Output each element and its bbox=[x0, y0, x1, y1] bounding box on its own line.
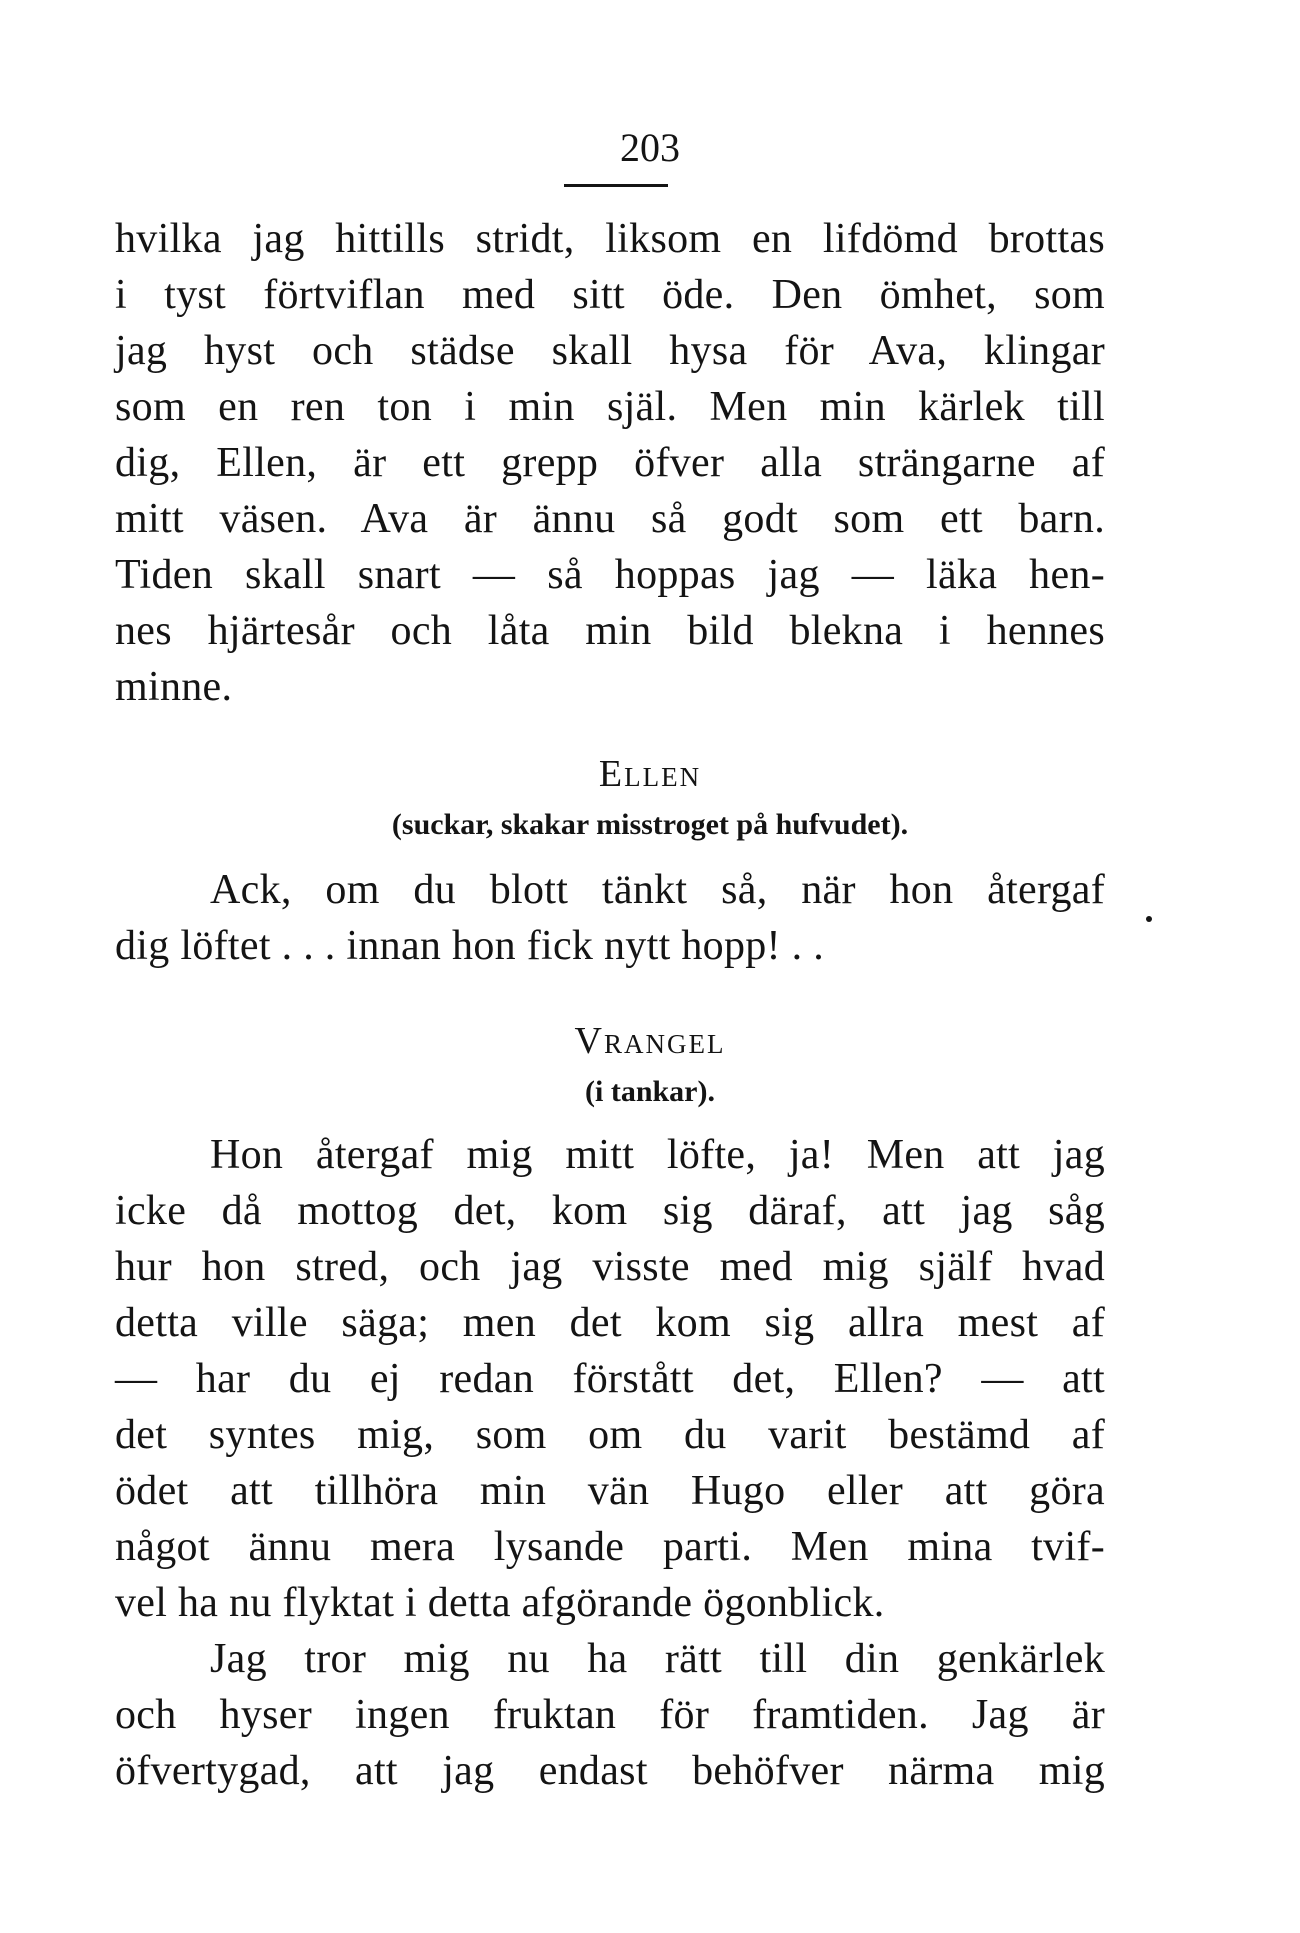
page-number-rule bbox=[564, 184, 668, 187]
text-line: vel ha nu flyktat i detta afgörande ögonblick. bbox=[115, 1580, 885, 1626]
text-line: hur hon stred, och jag visste med mig själf hvad bbox=[115, 1244, 1105, 1290]
text-line: Jag tror mig nu ha rätt till din genkärlek bbox=[210, 1636, 1105, 1682]
text-line: nes hjärtesår och låta min bild blekna i hennes bbox=[115, 608, 1105, 654]
text-line: Ack, om du blott tänkt så, när hon återgaf bbox=[210, 867, 1105, 913]
vrangel-speech-paragraph-2 bbox=[115, 1631, 1105, 1799]
text-line: jag hyst och städse skall hysa för Ava, klingar bbox=[115, 328, 1105, 374]
page-number: 203 bbox=[620, 125, 680, 170]
text-line: som en ren ton i min själ. Men min kärlek till bbox=[115, 384, 1105, 430]
text-line: mitt väsen. Ava är ännu så godt som ett barn. bbox=[115, 496, 1105, 542]
text-line: — har du ej redan förstått det, Ellen? — att bbox=[115, 1356, 1105, 1402]
text-line: dig löftet . . . innan hon fick nytt hopp! . . bbox=[115, 923, 825, 969]
text-line: det syntes mig, som om du varit bestämd af bbox=[115, 1412, 1105, 1458]
text-line: i tyst förtviflan med sitt öde. Den ömhet, som bbox=[115, 272, 1105, 318]
stage-direction-ellen: (suckar, skakar misstroget på hufvudet). bbox=[391, 808, 909, 841]
text-line: icke då mottog det, kom sig däraf, att jag såg bbox=[115, 1188, 1105, 1234]
stage-direction-vrangel: (i tankar). bbox=[585, 1075, 715, 1108]
text-line: Tiden skall snart — så hoppas jag — läka hen- bbox=[115, 552, 1105, 598]
text-line: ödet att tillhöra min vän Hugo eller att göra bbox=[115, 1468, 1105, 1514]
text-line: Hon återgaf mig mitt löfte, ja! Men att jag bbox=[210, 1132, 1105, 1178]
text-line: hvilka jag hittills stridt, liksom en lifdömd brottas bbox=[115, 216, 1105, 262]
text-line: öfvertygad, att jag endast behöfver närma mig bbox=[115, 1748, 1105, 1794]
text-line: något ännu mera lysande parti. Men mina tvif- bbox=[115, 1524, 1105, 1570]
vrangel-speech-paragraph-1 bbox=[115, 1127, 1105, 1631]
speaker-name-vrangel: Vrangel bbox=[574, 1020, 726, 1062]
text-line: och hyser ingen fruktan för framtiden. Jag är bbox=[115, 1692, 1105, 1738]
paragraph-1 bbox=[115, 211, 1105, 715]
text-line: minne. bbox=[115, 664, 233, 710]
print-speck bbox=[1146, 916, 1152, 922]
text-line: dig, Ellen, är ett grepp öfver alla strängarne af bbox=[115, 440, 1105, 486]
speaker-name-ellen: Ellen bbox=[598, 753, 702, 795]
ellen-speech bbox=[115, 862, 1105, 974]
text-line: detta ville säga; men det kom sig allra mest af bbox=[115, 1300, 1105, 1346]
